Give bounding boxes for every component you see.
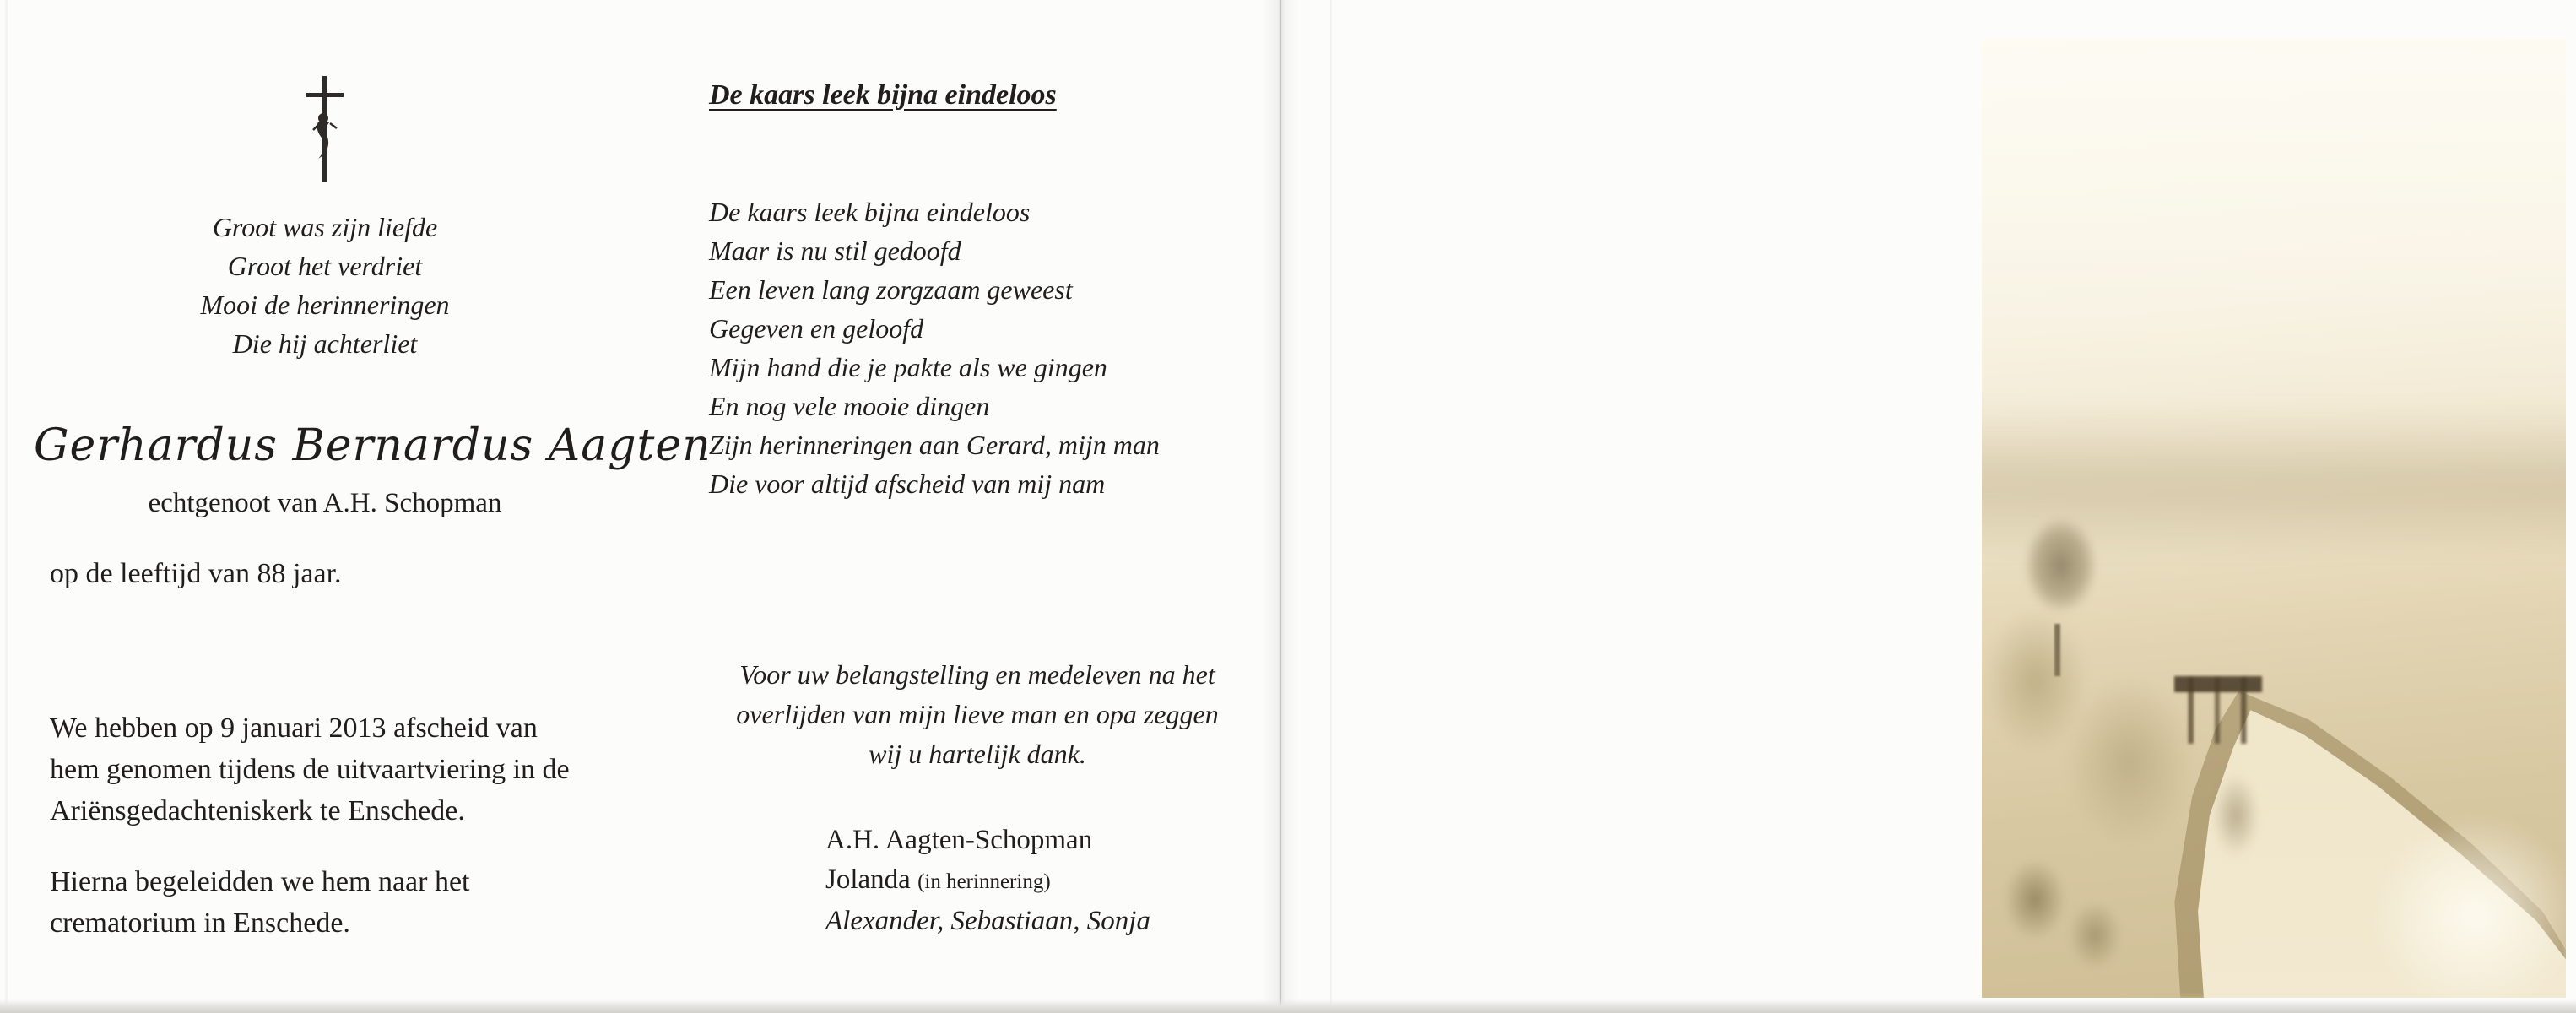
scan-edge-left: [5, 0, 8, 1013]
acknowledgement-line: wij u hartelijk dank.: [869, 739, 1086, 769]
poem-title: De kaars leek bijna eindeloos: [709, 79, 1057, 111]
signature-secondary-note: (in herinnering): [917, 870, 1051, 893]
signature-block: [825, 821, 1150, 941]
bridge-silhouette: [2174, 676, 2262, 744]
signature-primary: A.H. Aagten-Schopman: [825, 825, 1093, 855]
inside-left-page: [34, 0, 712, 1013]
poem-line: Een leven lang zorgzaam geweest: [709, 274, 1073, 305]
farewell-paragraph: [50, 707, 570, 832]
misty-river-photo: [1982, 39, 2566, 998]
crematorium-paragraph: [50, 861, 469, 944]
paragraph-line: We hebben op 9 januari 2013 afscheid van: [50, 712, 538, 744]
card-fold-line: [1280, 0, 1281, 1013]
signature-secondary: [825, 860, 1150, 902]
acknowledgement-line: Voor uw belangstelling en medeleven na het: [739, 659, 1215, 690]
paragraph-line: Hierna begeleidden we hem naar het: [50, 866, 470, 897]
inside-right-page: [707, 0, 1298, 1013]
verse-line: Groot was zijn liefde: [212, 212, 438, 242]
paragraph-line: crematorium in Enschede.: [50, 907, 350, 939]
signature-secondary-name: Jolanda: [825, 864, 911, 895]
verse-line: Mooi de herinneringen: [200, 290, 450, 320]
poem-line: De kaars leek bijna eindeloos: [709, 197, 1031, 227]
poem-line: Die voor altijd afscheid van mij nam: [709, 469, 1106, 499]
scan-edge-bottom: [0, 999, 2576, 1013]
crucifix-icon: [298, 74, 352, 188]
poem-line: Zijn herinneringen aan Gerard, mijn man: [709, 430, 1160, 460]
poem-line: Maar is nu stil gedoofd: [709, 236, 961, 266]
verse-line: Die hij achterliet: [232, 328, 418, 359]
page-edge-line: [1330, 0, 1332, 1013]
memorial-verse: [34, 208, 616, 363]
signature-tertiary: Alexander, Sebastiaan, Sonja: [825, 906, 1150, 936]
paragraph-line: hem genomen tijdens de uitvaartviering in de: [50, 754, 570, 785]
mist-sky: [1982, 39, 2566, 499]
water-reflection: [2204, 758, 2268, 873]
poem-line: En nog vele mooie dingen: [709, 391, 990, 421]
poem-line: Gegeven en geloofd: [709, 313, 924, 344]
deceased-name: Gerhardus Bernardus Aagten: [34, 420, 712, 471]
acknowledgement: [707, 655, 1247, 774]
crucifix-graphic: [298, 74, 352, 184]
sun-glare: [2320, 767, 2566, 998]
verse-line: Groot het verdriet: [227, 251, 423, 281]
acknowledgement-line: overlijden van mijn lieve man en opa zeggen: [736, 699, 1219, 729]
age-line: op de leeftijd van 88 jaar.: [50, 558, 342, 589]
paragraph-line: Ariënsgedachteniskerk te Enschede.: [50, 795, 465, 826]
marsh-tufts: [1988, 835, 2146, 978]
relation-line: echtgenoot van A.H. Schopman: [148, 488, 502, 518]
poem: [709, 192, 1160, 503]
poem-line: Mijn hand die je pakte als we gingen: [709, 352, 1107, 382]
